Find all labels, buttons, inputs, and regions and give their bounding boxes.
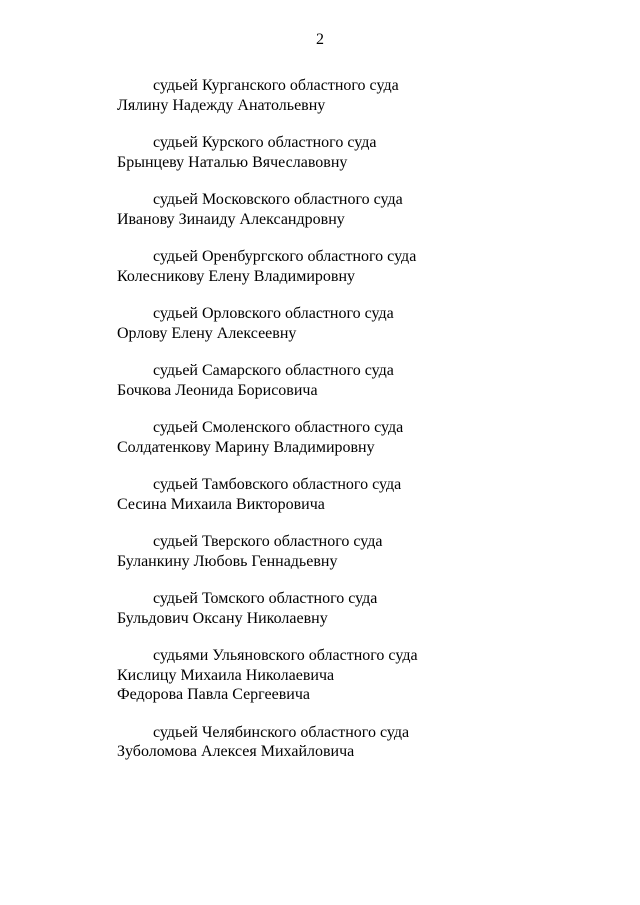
- judge-name: Бульдович Оксану Николаевну: [117, 609, 328, 627]
- appointment-list: [117, 76, 597, 780]
- court-line: судьей Тверского областного суда: [153, 533, 383, 550]
- appointment-entry: [117, 76, 597, 115]
- appointment-entry: [117, 190, 597, 229]
- court-line: судьей Челябинского областного суда: [153, 723, 410, 741]
- court-line: судьей Тамбовского областного суда: [153, 476, 402, 493]
- judge-name: Бочкова Леонида Борисовича: [117, 381, 318, 399]
- court-line: судьей Орловского областного суда: [153, 305, 394, 322]
- court-line: судьей Курского областного суда: [153, 134, 377, 151]
- court-line: судьей Московского областного суда: [153, 191, 403, 208]
- page-number: 2: [316, 31, 324, 48]
- judge-name: Орлову Елену Алексеевну: [117, 324, 297, 342]
- judge-name: Колесникову Елену Владимировну: [117, 267, 356, 285]
- appointment-entry: [117, 475, 597, 514]
- appointment-entry: [117, 247, 597, 286]
- appointment-entry: [117, 418, 597, 457]
- court-line: судьей Томского областного суда: [153, 590, 378, 607]
- judge-name: Кислицу Михаила Николаевича: [117, 666, 335, 684]
- judge-name: Иванову Зинаиду Александровну: [117, 210, 345, 228]
- judge-name: Лялину Надежду Анатольевну: [117, 96, 326, 114]
- court-line: судьей Оренбургского областного суда: [153, 248, 417, 265]
- court-line: судьей Самарского областного суда: [153, 362, 394, 379]
- court-line: судьями Ульяновского областного суда: [153, 647, 418, 664]
- appointment-entry: [117, 723, 597, 762]
- appointment-entry: [117, 304, 597, 343]
- judge-name: Солдатенкову Марину Владимировну: [117, 438, 375, 456]
- appointment-entry: [117, 361, 597, 400]
- appointment-entry: [117, 589, 597, 628]
- judge-name: Брынцеву Наталью Вячеславовну: [117, 153, 348, 171]
- judge-name: Федорова Павла Сергеевича: [117, 686, 310, 703]
- court-line: судьей Курганского областного суда: [153, 77, 399, 94]
- judge-name: Зуболомова Алексея Михайловича: [117, 743, 355, 760]
- judge-name: Сесина Михаила Викторовича: [117, 495, 325, 513]
- appointment-entry: [117, 532, 597, 571]
- appointment-entry: [117, 646, 597, 705]
- appointment-entry: [117, 133, 597, 172]
- court-line: судьей Смоленского областного суда: [153, 419, 404, 436]
- judge-name: Буланкину Любовь Геннадьевну: [117, 552, 338, 570]
